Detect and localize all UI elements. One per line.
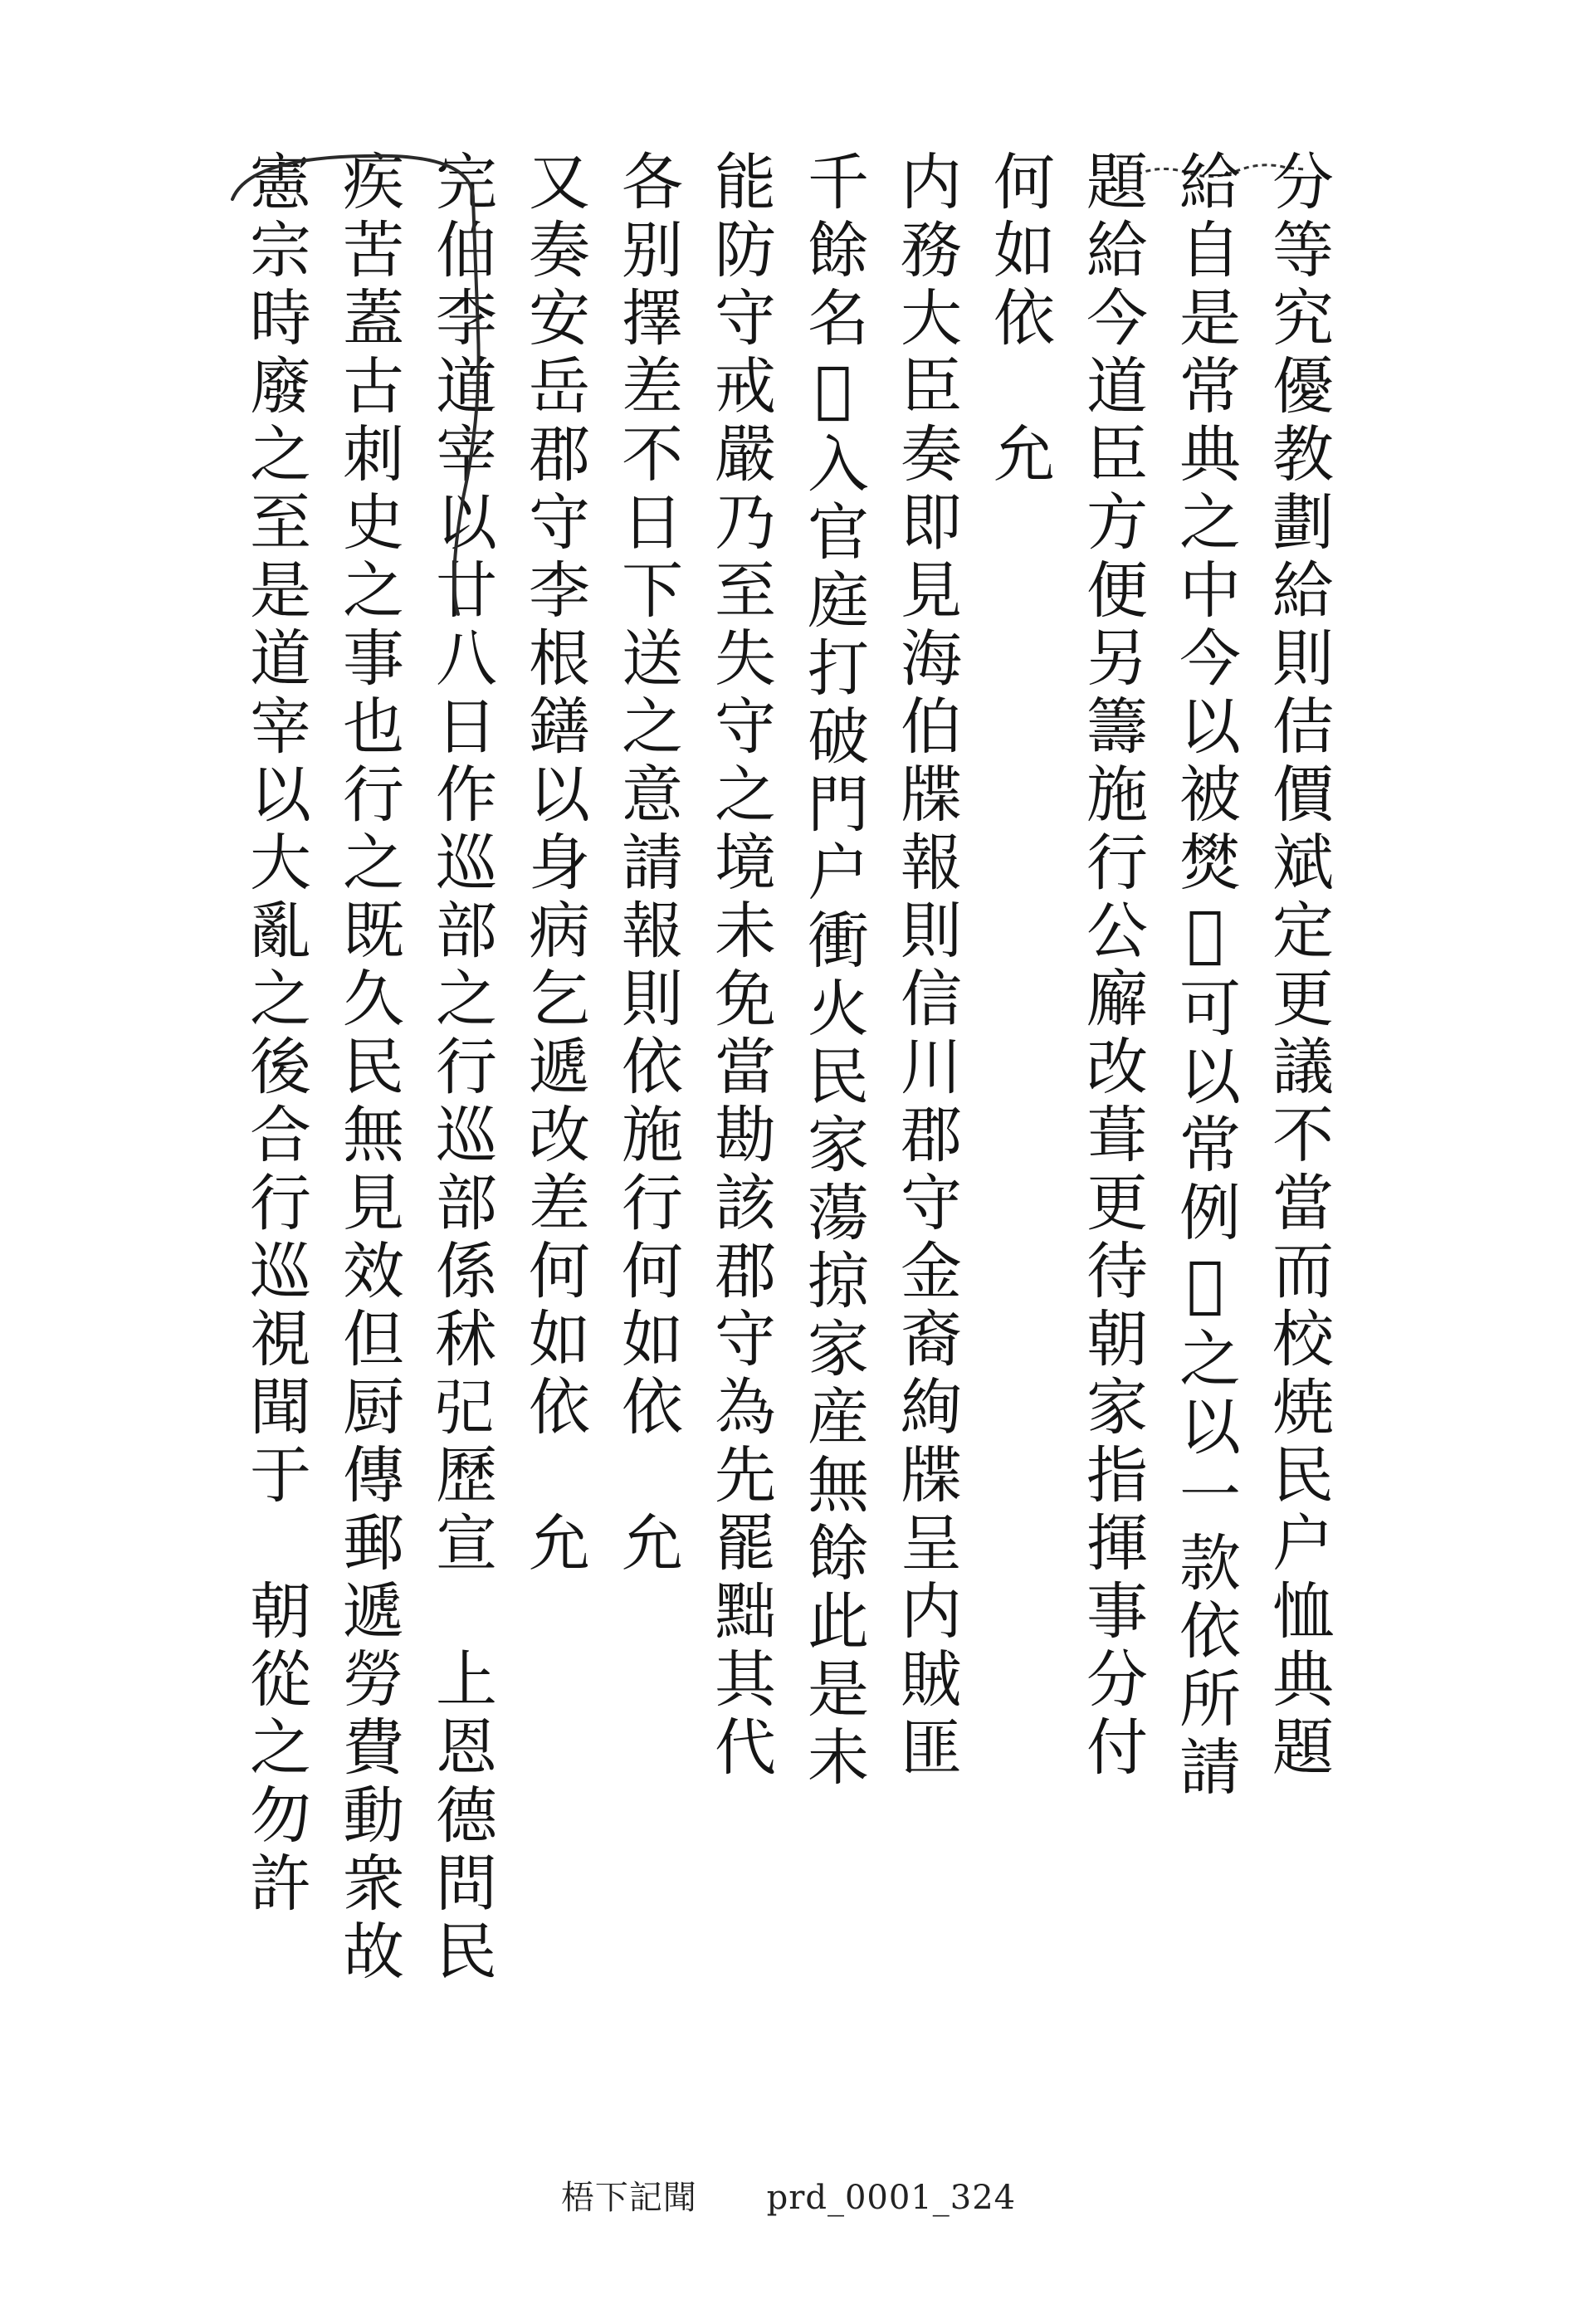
manuscript-column-12: 憲宗時廢之至是道宰以大亂之後合行巡視聞于 朝從之勿許 xyxy=(240,149,311,1919)
manuscript-column-4: 何如依 允 xyxy=(984,149,1055,490)
manuscript-column-7: 能防守戒嚴乃至失守之境未免當勘該郡守為先罷黜其代 xyxy=(705,149,776,1783)
manuscript-text-block xyxy=(199,149,1345,1987)
manuscript-column-2: 給自是常典之中今以被燓𠯁可以常例𠯁之以一款依所請 xyxy=(1169,149,1241,1803)
manuscript-column-11: 疾苦蓋古刺史之事也行之既久民無見效但厨傳郵遞勞費動衆故 xyxy=(333,149,404,1987)
footer-page-id: prd_0001_324 xyxy=(766,2179,1017,2217)
manuscript-column-9: 又奏安岳郡守李根鐥以身病乞遞改差何如依 允 xyxy=(519,149,590,1579)
manuscript-column-8: 各别擇差不日下送之意請報則依施行何如依 允 xyxy=(612,149,683,1579)
manuscript-column-6: 千餘名𨴽入官庭打破門户衝火民家蕩掠家産無餘此是未 xyxy=(798,149,869,1793)
manuscript-column-5: 内務大臣奏即見海伯牒報則信川郡守金裔絢牒呈内賊匪 xyxy=(891,149,962,1783)
manuscript-column-10: 完伯李道宰以廿八日作巡部之行巡部係秫𢀶歷宣 上恩德問民 xyxy=(426,149,497,1987)
page-footer xyxy=(0,2171,1577,2219)
manuscript-column-3: 題給今道臣方便另籌施行公廨改葺更待朝家指揮事分付 xyxy=(1077,149,1148,1783)
manuscript-column-1: 分等究優教劃給則佶價斌定更議不當而校焼民户恤典題 xyxy=(1262,149,1334,1783)
footer-book-title: 梧下記聞 xyxy=(560,2179,697,2217)
